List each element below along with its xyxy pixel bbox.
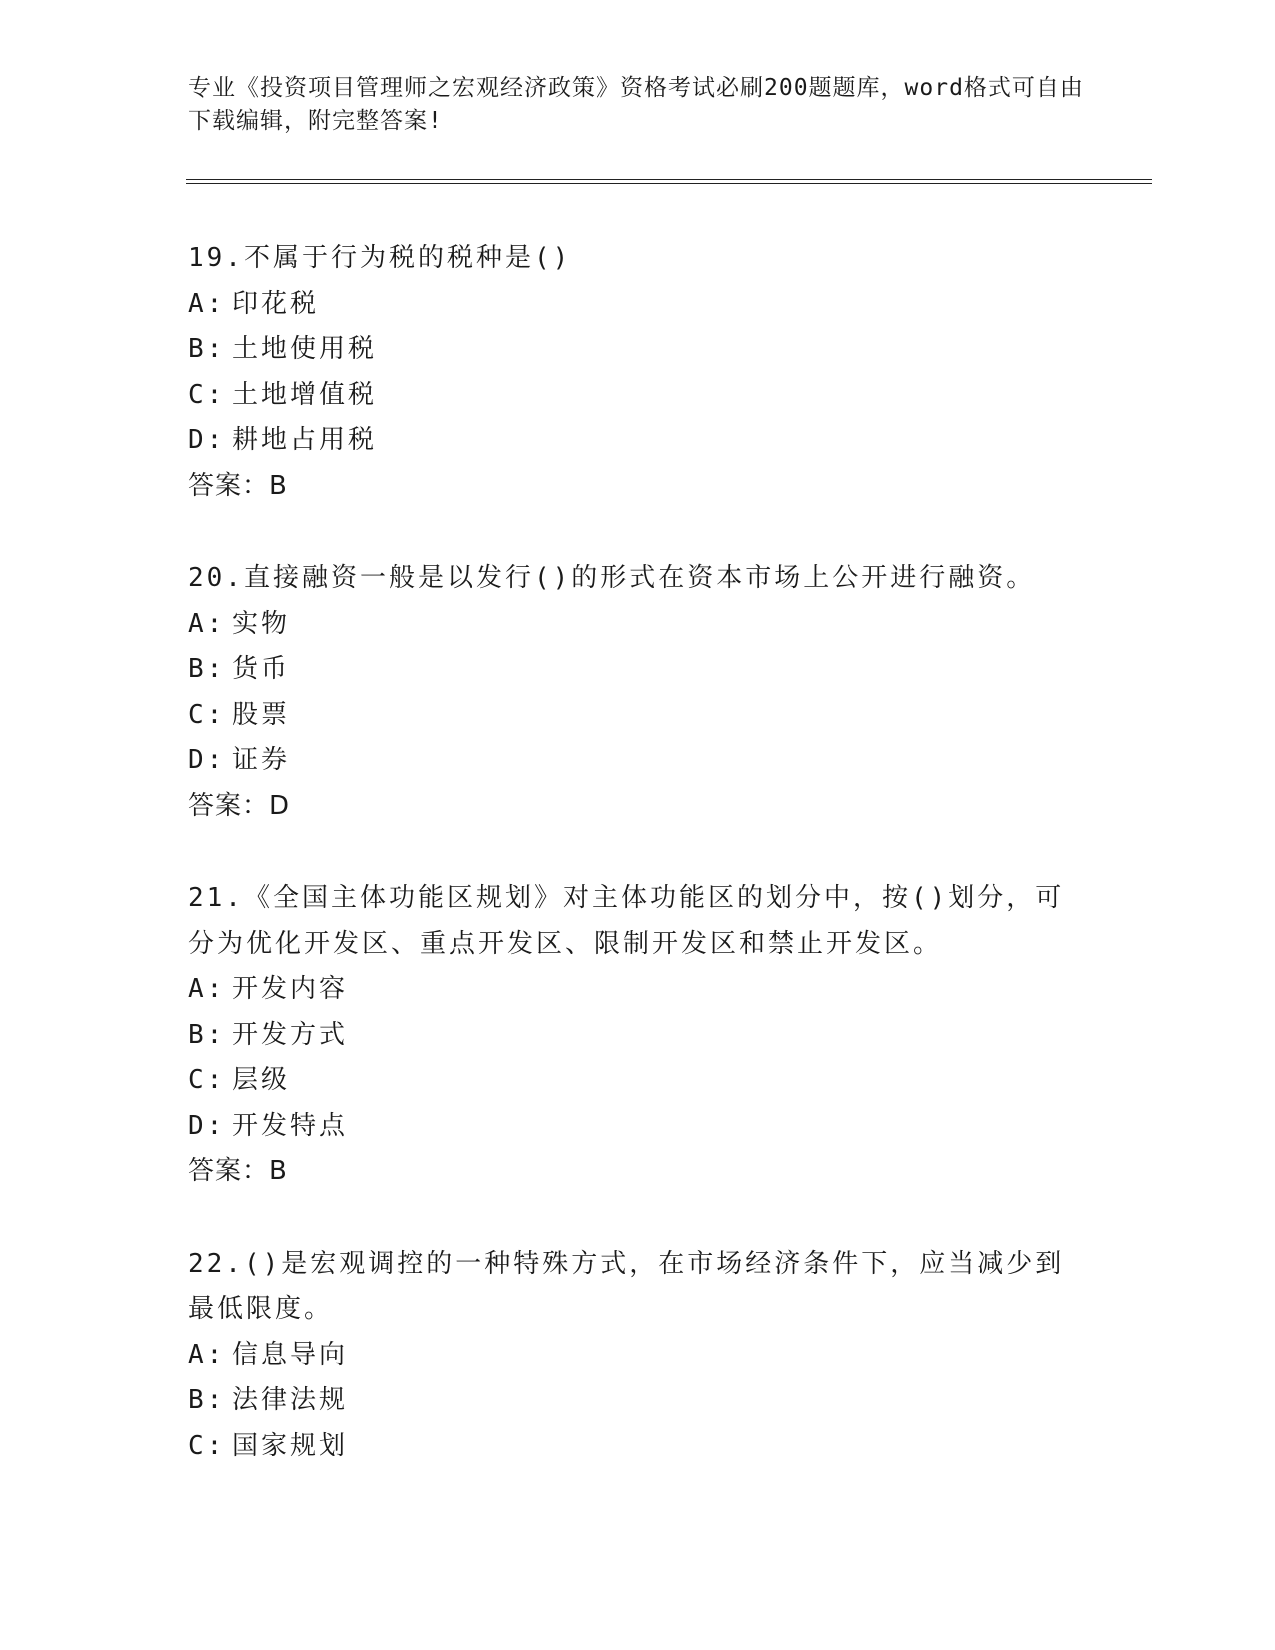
option-text: 耕地占用税: [232, 425, 378, 455]
option-a: [188, 282, 1088, 328]
option-label: D:: [188, 745, 226, 775]
answer-line: 答案：B: [188, 1156, 288, 1186]
option-label: A:: [188, 1339, 226, 1370]
option-text: 证券: [232, 745, 291, 775]
question-stem: 19.不属于行为税的税种是(): [188, 243, 572, 273]
option-d: [188, 1104, 1088, 1150]
option-label: B:: [188, 1019, 226, 1050]
question-19: [188, 236, 1088, 509]
option-text: 开发特点: [232, 1110, 349, 1141]
option-d: [188, 738, 1088, 784]
question-stem: 20.直接融资一般是以发行()的形式在资本市场上公开进行融资。: [188, 563, 1036, 593]
option-label: C:: [188, 379, 226, 410]
option-text: 法律法规: [232, 1385, 349, 1415]
option-label: C:: [188, 1065, 226, 1095]
question-22: [188, 1242, 1088, 1470]
option-text: 印花税: [232, 288, 320, 319]
option-a: [188, 1333, 1088, 1379]
option-label: B:: [188, 334, 226, 364]
header-divider-top: [186, 179, 1152, 180]
answer-line: 答案：D: [188, 790, 291, 821]
answer-line: 答案：B: [188, 470, 288, 501]
option-label: B:: [188, 1385, 226, 1415]
option-label: A:: [188, 608, 226, 639]
option-b: [188, 647, 1088, 693]
option-text: 层级: [232, 1065, 291, 1095]
header-divider-bottom: [186, 183, 1152, 184]
question-21: [188, 876, 1088, 1195]
document-intro: 专业《投资项目管理师之宏观经济政策》资格考试必刷200题题库，word格式可自由下载编辑，附完整答案!: [188, 75, 1084, 134]
question-stem: 22.()是宏观调控的一种特殊方式，在市场经济条件下，应当减少到最低限度。: [188, 1248, 1065, 1324]
option-label: C:: [188, 699, 226, 730]
option-label: B:: [188, 654, 226, 684]
option-text: 货币: [232, 654, 291, 684]
option-text: 开发方式: [232, 1019, 349, 1050]
option-text: 实物: [232, 608, 291, 639]
option-b: [188, 327, 1088, 373]
option-label: A:: [188, 288, 226, 319]
option-a: [188, 967, 1088, 1013]
option-c: [188, 693, 1088, 739]
question-20: [188, 556, 1088, 829]
option-text: 信息导向: [232, 1339, 349, 1370]
option-text: 土地增值税: [232, 379, 378, 410]
option-label: D:: [188, 425, 226, 455]
option-c: [188, 1058, 1088, 1104]
option-text: 开发内容: [232, 974, 349, 1004]
option-c: [188, 1424, 1088, 1470]
question-list: [188, 236, 1088, 1516]
question-stem: 21.《全国主体功能区规划》对主体功能区的划分中，按()划分，可分为优化开发区、重点开发区、限制开发区和禁止开发区。: [188, 883, 1065, 959]
option-label: A:: [188, 974, 226, 1004]
option-label: D:: [188, 1110, 226, 1141]
option-a: [188, 602, 1088, 648]
option-b: [188, 1013, 1088, 1059]
option-text: 国家规划: [232, 1430, 349, 1461]
option-label: C:: [188, 1430, 226, 1461]
option-c: [188, 373, 1088, 419]
option-d: [188, 418, 1088, 464]
option-text: 股票: [232, 699, 291, 730]
option-b: [188, 1378, 1088, 1424]
option-text: 土地使用税: [232, 334, 378, 364]
